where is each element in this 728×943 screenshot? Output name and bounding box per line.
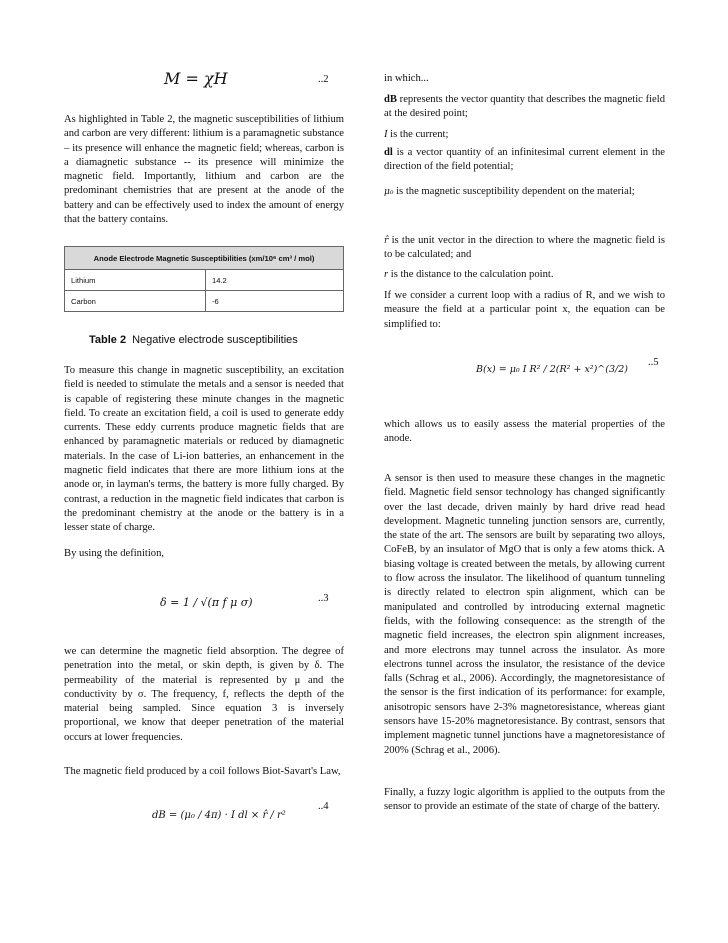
definition-text: is the unit vector in the direction to where the magnetic field is to be calculated; and	[384, 235, 665, 261]
definition-symbol: μ₀	[384, 187, 394, 197]
caption-label: Table 2	[89, 334, 127, 346]
definition-item	[384, 185, 665, 199]
table-cell-name: Carbon	[65, 291, 206, 312]
table-caption	[89, 334, 298, 346]
equation-2-number: ..2	[318, 74, 329, 85]
paragraph: which allows us to easily assess the material properties of the anode.	[384, 419, 665, 445]
table-cell-value: 14.2	[206, 270, 344, 291]
definition-item	[384, 234, 665, 263]
caption-text: Negative electrode susceptibilities	[132, 334, 298, 346]
equation-2: M = χH	[164, 69, 228, 88]
equation-5: B(x) = μ₀ I R² / 2(R² + x²)^(3/2)	[476, 364, 628, 375]
paragraph: The magnetic field produced by a coil follows Biot-Savart's Law,	[64, 766, 341, 777]
definition-text: is the magnetic susceptibility dependent on the material;	[393, 186, 635, 197]
equation-4-number: ..4	[318, 801, 329, 812]
definition-item	[384, 268, 665, 282]
definition-symbol: dB	[384, 94, 397, 105]
paragraph: To measure this change in magnetic susceptibility, an excitation field is needed to stimulate the metals and a sensor is needed that is capable of registering these minute changes in the magnetic field. To create an excitation field, a coil is used to generate eddy currents. These eddy currents produce magnetic fields that are enhanced by paramagnetic materials or reduced by diamagnetic materials. In the case of Li-ion batteries, an enhancement in the magnetic field indicates that there are more lithium ions at the anode or, in layman's terms, the battery is more fully charged. By contrast, a reduction in the magnetic field indicates that carbon is the predominant chemistry at the anode or the battery is in a lesser state of charge.	[64, 365, 344, 534]
table-row	[65, 291, 344, 312]
table-row	[65, 270, 344, 291]
definition-symbol: I	[384, 129, 388, 140]
table-header: Anode Electrode Magnetic Susceptibilities (xm/10⁶ cm³ / mol)	[65, 247, 344, 270]
definition-text: is a vector quantity of an infinitesimal current element in the direction of the field potential;	[384, 147, 665, 173]
paragraph: in which...	[384, 73, 429, 84]
equation-5-number: ..5	[648, 357, 659, 368]
definition-symbol: r	[384, 269, 389, 280]
paragraph: we can determine the magnetic field absorption. The degree of penetration into the metal, or skin depth, is given by δ. The permeability of the material is represented by μ and the conductivity by σ. The frequency, f, reflects the depth of the material being sampled. Since equation 3 is inversely proportional, we know that deeper penetration of the material occurs at lower frequencies.	[64, 646, 344, 743]
paragraph: If we consider a current loop with a radius of R, and we wish to measure the field at a particular point x, the equation can be simplified to:	[384, 290, 665, 330]
susceptibility-table	[64, 246, 344, 312]
table-cell-name: Lithium	[65, 270, 206, 291]
equation-3: δ = 1 / √(π f μ σ)	[160, 596, 253, 609]
definition-text: is the distance to the calculation point.	[388, 269, 554, 280]
equation-4: dB = (μ₀ / 4π) · I dl × r̂ / r²	[152, 810, 286, 821]
paragraph: As highlighted in Table 2, the magnetic susceptibilities of lithium and carbon are very different: lithium is a paramagnetic substance – its presence will enhance the magnetic field; whereas, carbon is a diamagnetic substance -- its presence will minimize the magnetic field. Importantly, lithium and carbon are the predominant chemistries that are present at the anode of the battery and can be effectively used to index the amount of energy that the battery contains.	[64, 114, 344, 226]
definition-text: is the current;	[387, 129, 449, 140]
table-cell-value: -6	[206, 291, 344, 312]
paragraph: By using the definition,	[64, 548, 165, 559]
paragraph: Finally, a fuzzy logic algorithm is applied to the outputs from the sensor to provide an estimate of the state of charge of the battery.	[384, 787, 665, 813]
definition-item	[384, 146, 665, 175]
paragraph: A sensor is then used to measure these changes in the magnetic field. Magnetic field sensor technology has changed significantly over the last decade, driven mainly by hard drive read head development. Magnetic tunneling junction sensors are, currently, the state of the art. The sensors are built by separating two alloys, CoFeB, by an insulator of MgO that is only a few atoms thick. A biasing voltage is created between the metals, by allowing current to flow across the insulator. The likelihood of quantum tunneling is directly related to electron spin alignment, which can be manipulated and controlled by introducing external magnetic fields, with the following consequence: as the strength of the magnetic field increases, the electron spin alignment increases, and more electrons may tunnel across the insulator. As more electrons tunnel across the insulator, the resistance of the device falls (Schrag et al., 2006). Accordingly, the magnetoresistance of the sensor is the first indication of its performance: for example, anisotropic sensors have 2-3% magnetoresistance, whereas giant sensors have 15-20% magnetoresistance. By contrast, sensors that implement magnetic tunnel junctions have a magnetoresistance of 200% (Schrag et al., 2006).	[384, 473, 665, 756]
definition-symbol: r̂	[384, 236, 389, 246]
definition-text: represents the vector quantity that describes the magnetic field at the desired point;	[384, 94, 665, 120]
equation-3-number: ..3	[318, 593, 329, 604]
definition-symbol: dl	[384, 147, 393, 158]
definition-item	[384, 128, 665, 142]
definition-item	[384, 93, 665, 122]
